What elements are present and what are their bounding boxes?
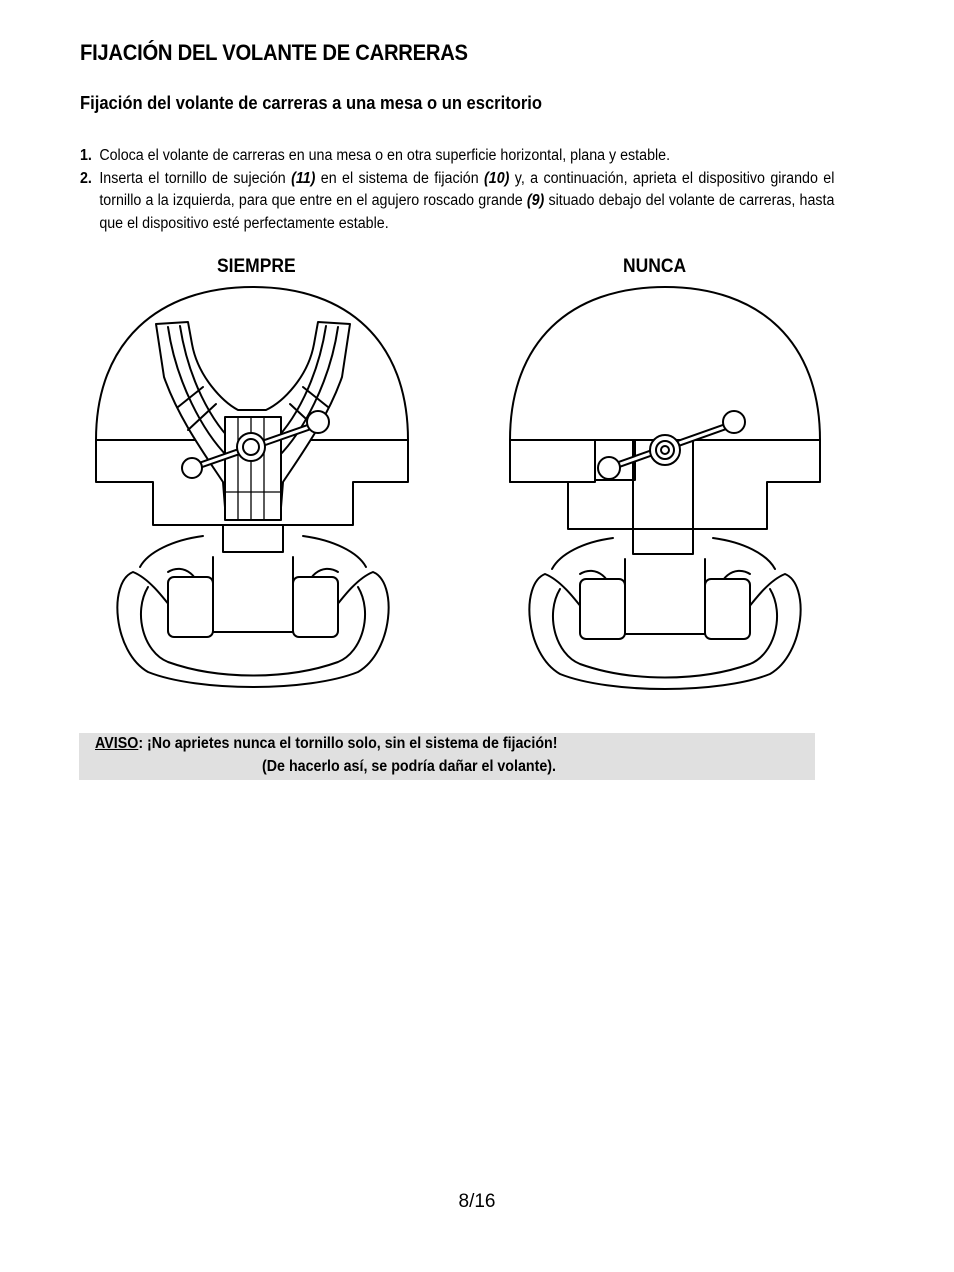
warning-keyword: AVISO — [95, 735, 139, 752]
step-number: 2. — [80, 169, 92, 187]
warning-line-2: (De hacerlo así, se podría dañar el volante). — [262, 758, 557, 775]
figure-label-never: NUNCA — [623, 256, 687, 277]
part-reference-9: (9) — [526, 192, 545, 209]
step-number: 1. — [80, 147, 92, 164]
instruction-step-2 — [80, 168, 834, 236]
instruction-list — [80, 145, 834, 235]
part-reference-11: (11) — [291, 169, 316, 187]
step-text-part: en el sistema de fijación — [315, 169, 485, 187]
step-text — [99, 168, 834, 236]
wheel-screw-only-illustration — [505, 282, 825, 692]
step-text-part: y, a continuación, aprieta el dispositivo girando el tornillo a la izquierda, para que entre en el agujero roscado grande — [99, 169, 835, 209]
warning-text: : ¡No aprietes nunca el tornillo solo, sin el sistema de fijación! — [138, 735, 558, 752]
wheel-with-clamp-illustration — [88, 282, 418, 692]
page-title: FIJACIÓN DEL VOLANTE DE CARRERAS — [80, 40, 468, 65]
part-reference-10: (10) — [484, 169, 510, 187]
section-subtitle: Fijación del volante de carreras a una mesa o un escritorio — [80, 93, 543, 113]
figure-label-always: SIEMPRE — [217, 256, 296, 277]
warning-line-1 — [95, 735, 558, 753]
step-text-part: Inserta el tornillo de sujeción — [99, 169, 292, 187]
step-text: Coloca el volante de carreras en una mesa o en otra superficie horizontal, plana y estable. — [99, 147, 671, 164]
instruction-step-1 — [80, 145, 834, 168]
step-text-part: situado debajo del volante de carreras, hasta que el dispositivo esté perfectamente estable. — [99, 192, 835, 232]
warning-notice — [79, 733, 815, 780]
page-number: 8/16 — [458, 1191, 496, 1212]
